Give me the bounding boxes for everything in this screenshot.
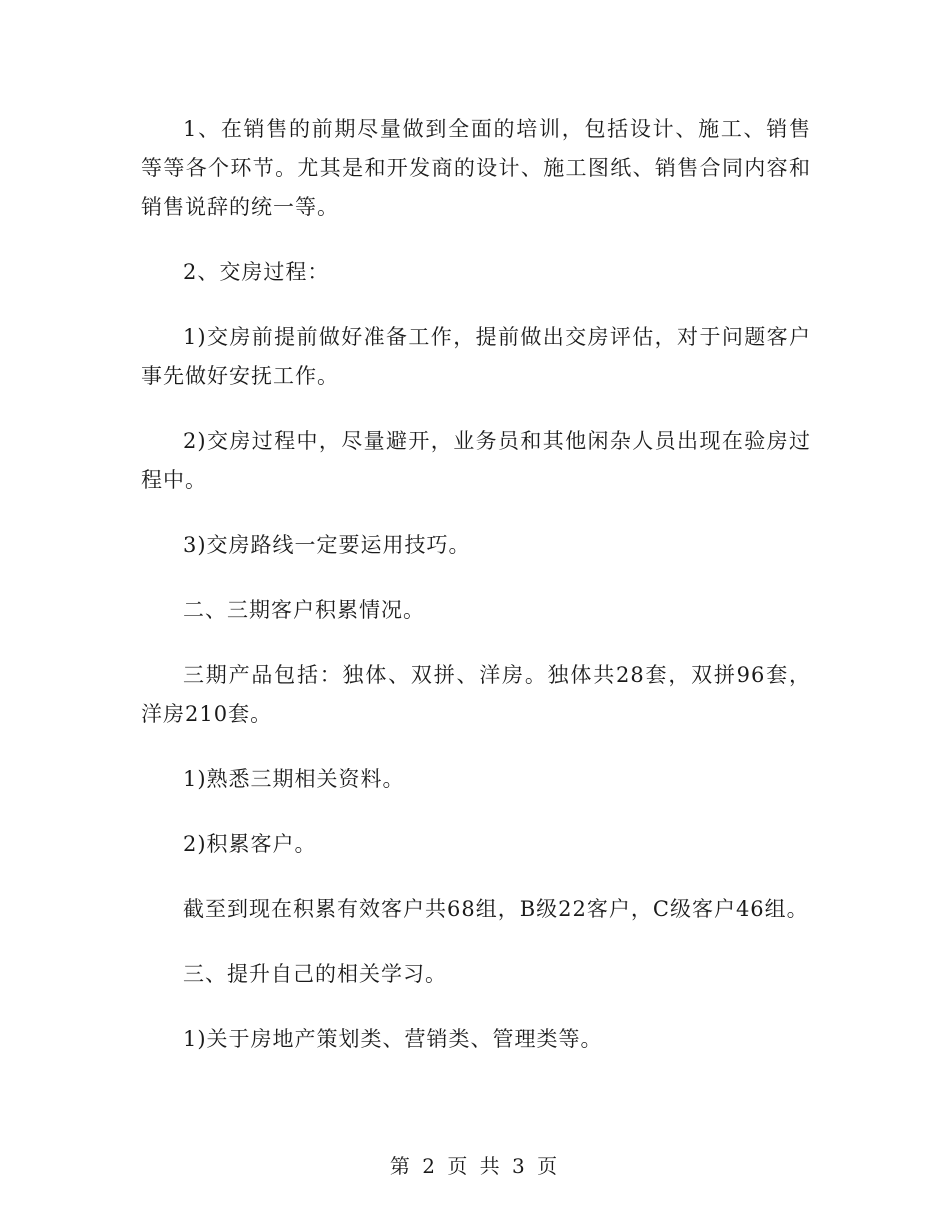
paragraph-familiarize-materials: 1)熟悉三期相关资料。 (183, 767, 405, 791)
paragraph-handover-heading: 2、交房过程： (183, 260, 330, 284)
paragraph-handover-route: 3)交房路线一定要运用技巧。 (183, 533, 471, 557)
document-body (141, 110, 811, 1085)
paragraph-accumulate-clients: 2)积累客户。 (183, 832, 317, 856)
section-heading-phase-three-clients: 二、三期客户积累情况。 (183, 598, 425, 622)
paragraph-learning-topics: 1)关于房地产策划类、营销类、管理类等。 (183, 1027, 603, 1051)
paragraph-handover-prep: 1)交房前提前做好准备工作，提前做出交房评估，对于问题客户事先做好安抚工作。 (141, 325, 811, 388)
paragraph-handover-process: 2)交房过程中，尽量避开，业务员和其他闲杂人员出现在验房过程中。 (141, 429, 811, 492)
paragraph-client-counts: 截至到现在积累有效客户共68组，B级22客户，C级客户46组。 (183, 897, 809, 921)
paragraph-phase-three-products: 三期产品包括：独体、双拼、洋房。独体共28套，双拼96套，洋房210套。 (141, 663, 811, 726)
section-heading-self-learning: 三、提升自己的相关学习。 (183, 962, 447, 986)
paragraph-training: 1、在销售的前期尽量做到全面的培训，包括设计、施工、销售等等各个环节。尤其是和开发商的设计、施工图纸、销售合同内容和销售说辞的统一等。 (141, 117, 811, 219)
page-number-footer: 第 2 页 共 3 页 (389, 1154, 561, 1178)
